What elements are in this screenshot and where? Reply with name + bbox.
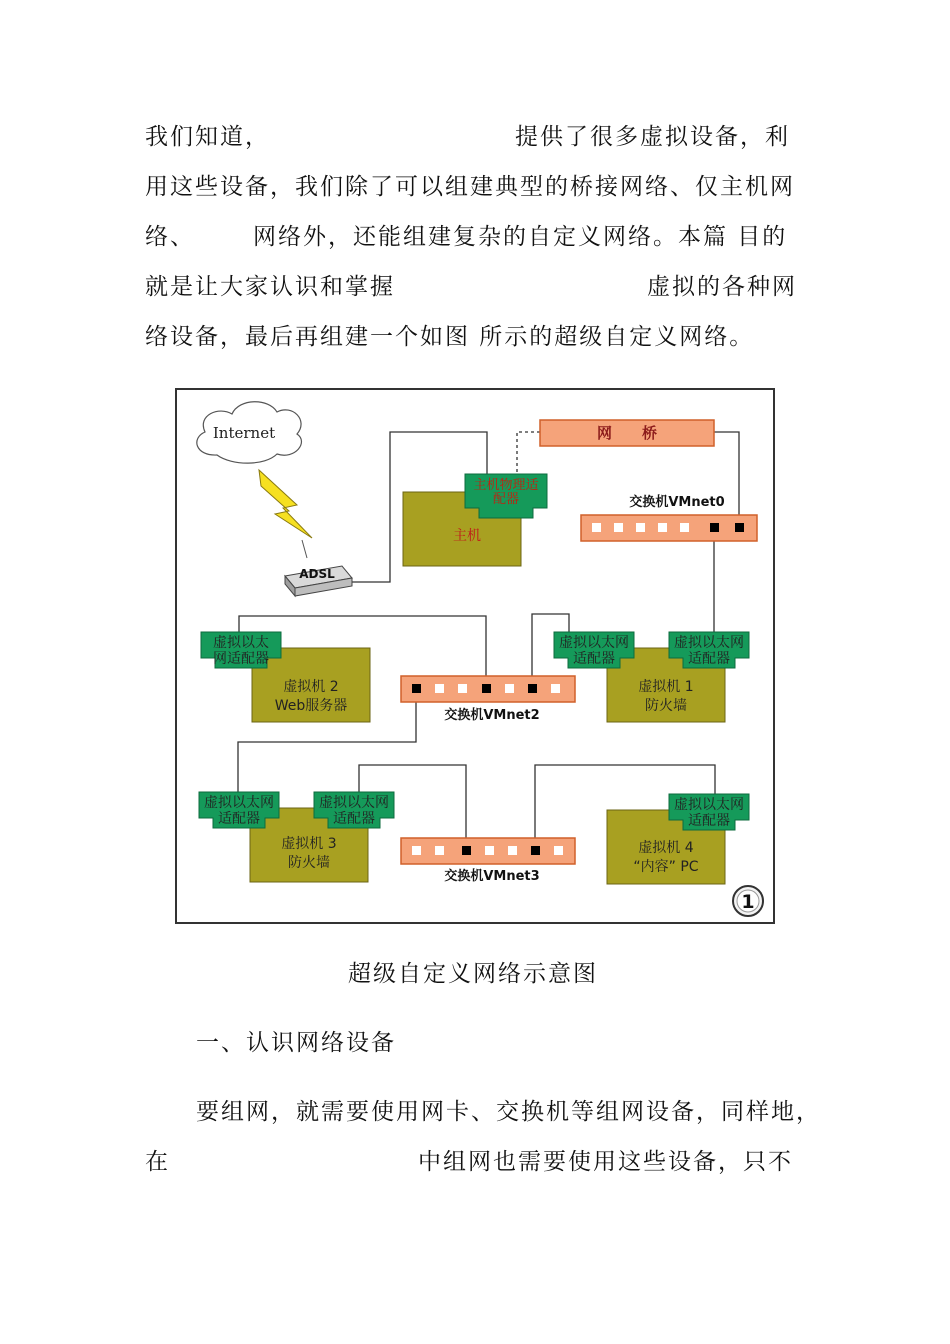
vm3-role-label: 防火墙	[288, 855, 330, 871]
section-heading: 一、认识网络设备	[196, 1030, 396, 1056]
para1-line3-end: 网络外，还能组建复杂的自定义网络。本篇 目的	[253, 224, 788, 250]
vm1-adapter-a-label-2: 适配器	[573, 651, 615, 667]
vm2-adapter-label-2: 网适配器	[213, 651, 269, 667]
vm3-adapter-b-label-1: 虚拟以太网	[319, 795, 389, 811]
vm1-name-label: 虚拟机 1	[638, 679, 694, 695]
vm4-adapter-label-1: 虚拟以太网	[674, 797, 744, 813]
para1-line1-end: 提供了很多虚拟设备，利	[515, 124, 790, 150]
vm4-role-label: “内容” PC	[633, 859, 699, 875]
switch0-box	[581, 515, 757, 541]
figure-caption: 超级自定义网络示意图	[348, 961, 598, 987]
vm1-adapter-b-label-2: 适配器	[688, 651, 730, 667]
vm4-adapter-label-2: 适配器	[688, 813, 730, 829]
vm3-adapter-a-label-2: 适配器	[218, 811, 260, 827]
switch3-label: 交换机VMnet3	[444, 869, 540, 884]
host-adapter-label-2: 配器	[492, 492, 520, 507]
vm2-name-label: 虚拟机 2	[283, 679, 339, 695]
bridge-label: 网 桥	[596, 424, 658, 442]
vm2-adapter-label-1: 虚拟以太	[213, 635, 269, 651]
network-diagram	[175, 388, 775, 924]
para1-line2: 用这些设备，我们除了可以组建典型的桥接网络、仅主机网	[145, 174, 795, 200]
vm1-role-label: 防火墙	[645, 698, 687, 714]
lightning-icon	[259, 470, 312, 538]
para1-line4-end: 虚拟的各种网	[647, 274, 797, 300]
para1-line5: 络设备，最后再组建一个如图 所示的超级自定义网络。	[145, 324, 755, 350]
switch0-label: 交换机VMnet0	[629, 495, 725, 510]
internet-label: Internet	[212, 424, 276, 442]
adsl-label: ADSL	[299, 567, 335, 581]
para1-line3-start: 络、	[145, 224, 195, 250]
vm1-adapter-a-label-1: 虚拟以太网	[559, 635, 629, 651]
vm3-name-label: 虚拟机 3	[281, 836, 337, 852]
figure-number: 1	[741, 891, 755, 913]
vm3-adapter-b-label-2: 适配器	[333, 811, 375, 827]
para2-line2-start: 在	[145, 1149, 170, 1175]
switch2-label: 交换机VMnet2	[444, 708, 540, 723]
para2-line1: 要组网，就需要使用网卡、交换机等组网设备，同样地，	[196, 1099, 821, 1125]
para1-line1-start: 我们知道，	[145, 124, 270, 150]
vm4-name-label: 虚拟机 4	[638, 840, 694, 856]
line-host-bridge	[517, 432, 540, 478]
vm2-role-label: Web服务器	[274, 698, 348, 714]
host-adapter-label-1: 主机物理适	[473, 478, 539, 493]
para1-line4-start: 就是让大家认识和掌握	[145, 274, 395, 300]
para2-line2-end: 中组网也需要使用这些设备，只不	[418, 1149, 793, 1175]
host-label: 主机	[453, 528, 481, 544]
vm3-adapter-a-label-1: 虚拟以太网	[204, 795, 274, 811]
vm1-adapter-b-label-1: 虚拟以太网	[674, 635, 744, 651]
